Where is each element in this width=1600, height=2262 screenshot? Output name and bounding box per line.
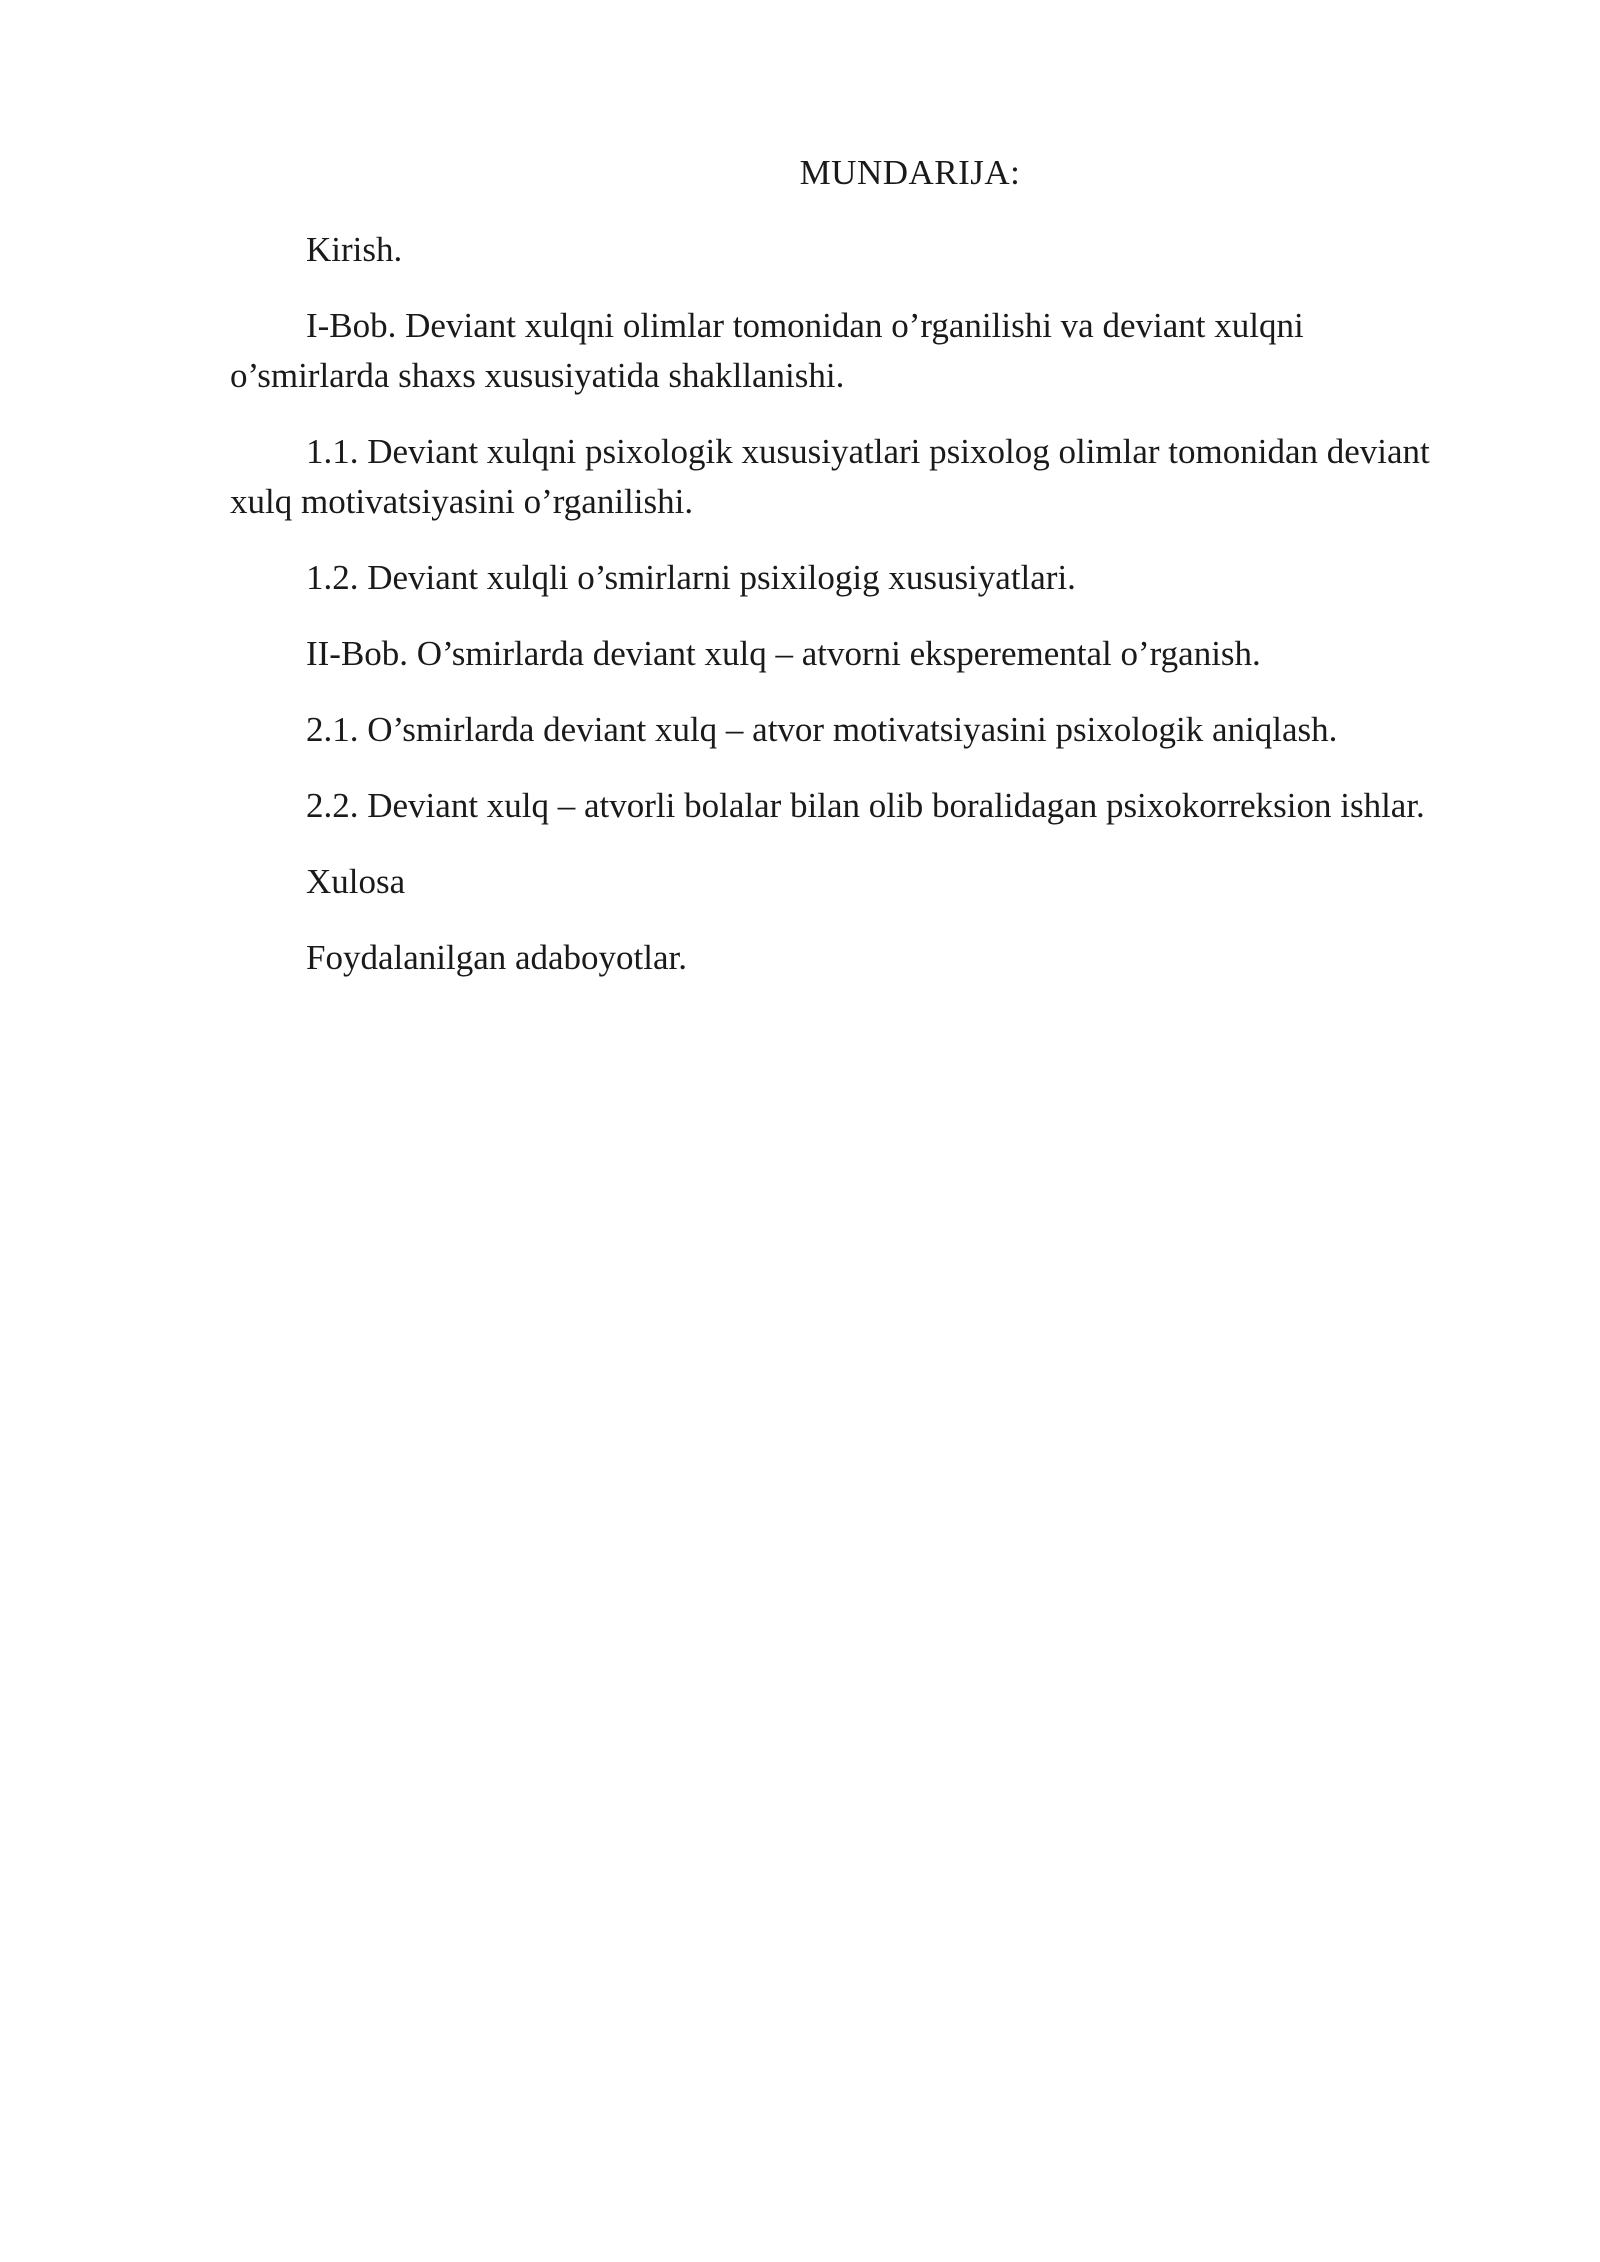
toc-entry-conclusion: Xulosa [306,862,406,901]
toc-entry-introduction: Kirish. [306,230,403,269]
toc-entry-section-2-1: 2.1. O’smirlarda deviant xulq – atvor motivatsiyasini psixologik aniqlash. [306,710,1338,749]
toc-entry-chapter-2: II-Bob. O’smirlarda deviant xulq – atvorni eksperemental o’rganish. [306,634,1261,673]
toc-entry-references: Foydalanilgan adaboyotlar. [306,938,688,977]
table-of-contents [230,148,1430,1009]
toc-entry-section-1-1: 1.1. Deviant xulqni psixologik xususiyatlari psixolog olimlar tomonidan deviant xulq motivatsiyasini o’rganilishi. [230,432,1430,521]
toc-entry-section-1-2: 1.2. Deviant xulqli o’smirlarni psixilogig xususiyatlari. [306,558,1076,597]
toc-title: MUNDARIJA: [799,153,1021,192]
toc-entry-chapter-1: I-Bob. Deviant xulqni olimlar tomonidan o’rganilishi va deviant xulqni o’smirlarda shaxs xususiyatida shakllanishi. [230,306,1304,395]
toc-entry-section-2-2: 2.2. Deviant xulq – atvorli bolalar bilan olib boralidagan psixokorreksion ishlar. [306,786,1425,825]
